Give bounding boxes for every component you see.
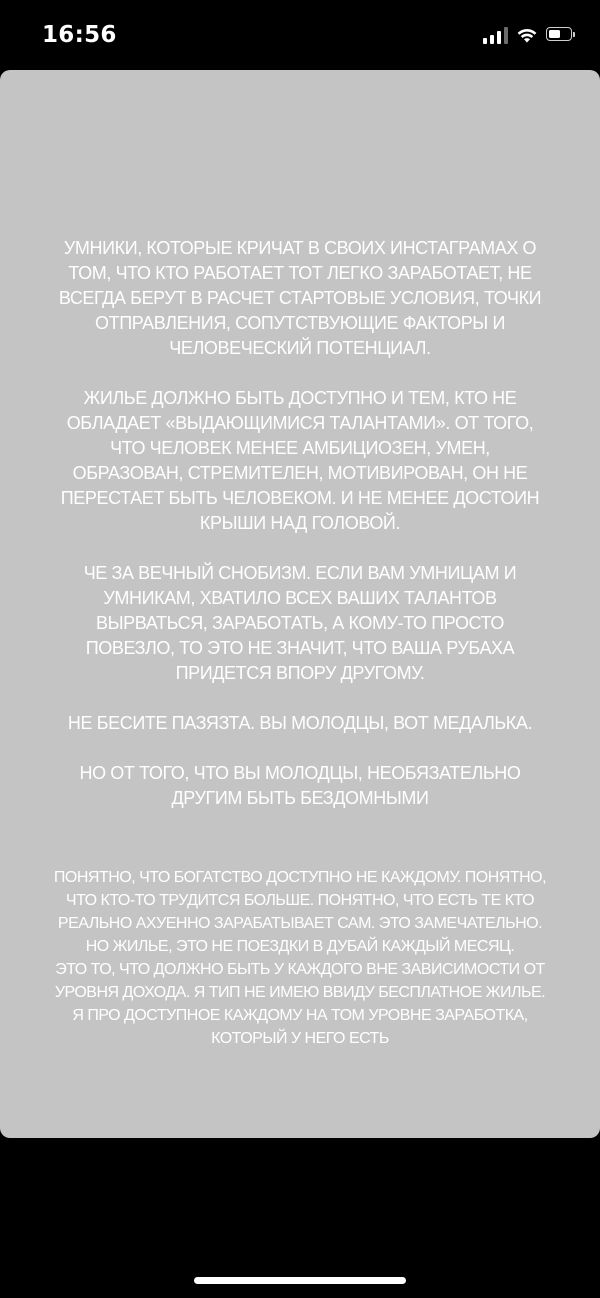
story-text bbox=[18, 236, 582, 1075]
battery-icon bbox=[546, 27, 576, 43]
story-card[interactable] bbox=[0, 70, 600, 1138]
status-time: 16:56 bbox=[42, 22, 117, 48]
story-paragraph: НЕ БЕСИТЕ ПАЗЯЗТА. ВЫ МОЛОДЦЫ, ВОТ МЕДАЛЬКА. bbox=[67, 713, 533, 733]
status-icons bbox=[483, 26, 576, 44]
status-bar bbox=[0, 0, 600, 70]
story-paragraph: ЧЕ ЗА ВЕЧНЫЙ СНОБИЗМ. ЕСЛИ ВАМ УМНИЦАМ И УМНИКАМ, ХВАТИЛО ВСЕХ ВАШИХ ТАЛАНТОВ ВЫРВАТЬСЯ, ЗАРАБОТАТЬ, А КОМУ-ТО ПРОСТО ПОВЕЗЛО, ТО ЭТО НЕ ЗНАЧИТ, ЧТО ВАША РУБАХА ПРИДЕТСЯ ВПОРУ ДРУГОМУ. bbox=[83, 563, 517, 683]
story-footnote: ПОНЯТНО, ЧТО БОГАТСТВО ДОСТУПНО НЕ КАЖДОМУ. ПОНЯТНО, ЧТО КТО-ТО ТРУДИТСЯ БОЛЬШЕ. ПОНЯТНО, ЧТО ЕСТЬ ТЕ КТО РЕАЛЬНО АХУЕННО ЗАРАБАТЫВАЕТ САМ. ЭТО ЗАМЕЧАТЕЛЬНО. НО ЖИЛЬЕ, ЭТО НЕ ПОЕЗДКИ В ДУБАЙ КАЖДЫЙ МЕСЯЦ. ЭТО ТО, ЧТО ДОЛЖНО БЫТЬ У КАЖДОГО ВНЕ ЗАВИСИМОСТИ ОТ УРОВНЯ ДОХОДА. Я ТИП НЕ ИМЕЮ ВВИДУ БЕСПЛАТНОЕ ЖИЛЬЕ. Я ПРО ДОСТУПНОЕ КАЖДОМУ НА ТОМ УРОВНЕ ЗАРАБОТКА, КОТОРЫЙ У НЕГО ЕСТЬ bbox=[53, 869, 547, 1047]
cellular-signal-icon bbox=[483, 26, 508, 44]
story-paragraph: УМНИКИ, КОТОРЫЕ КРИЧАТ В СВОИХ ИНСТАГРАМАХ О ТОМ, ЧТО КТО РАБОТАЕТ ТОТ ЛЕГКО ЗАРАБОТАЕТ, НЕ ВСЕГДА БЕРУТ В РАСЧЕТ СТАРТОВЫЕ УСЛОВИЯ, ТОЧКИ ОТПРАВЛЕНИЯ, СОПУТСТВУЮЩИЕ ФАКТОРЫ И ЧЕЛОВЕЧЕСКИЙ ПОТЕНЦИАЛ. bbox=[58, 238, 542, 358]
home-indicator[interactable] bbox=[194, 1277, 406, 1284]
story-paragraph: ЖИЛЬЕ ДОЛЖНО БЫТЬ ДОСТУПНО И ТЕМ, КТО НЕ ОБЛАДАЕТ «ВЫДАЮЩИМИСЯ ТАЛАНТАМИ». ОТ ТОГО, ЧТО ЧЕЛОВЕК МЕНЕЕ АМБИЦИОЗЕН, УМЕН, ОБРАЗОВАН, СТРЕМИТЕЛЕН, МОТИВИРОВАН, ОН НЕ ПЕРЕСТАЕТ БЫТЬ ЧЕЛОВЕКОМ. И НЕ МЕНЕЕ ДОСТОИН КРЫШИ НАД ГОЛОВОЙ. bbox=[60, 388, 540, 533]
story-paragraph: НО ОТ ТОГО, ЧТО ВЫ МОЛОДЦЫ, НЕОБЯЗАТЕЛЬНО ДРУГИМ БЫТЬ БЕЗДОМНЫМИ bbox=[79, 763, 521, 808]
wifi-icon bbox=[516, 27, 538, 43]
